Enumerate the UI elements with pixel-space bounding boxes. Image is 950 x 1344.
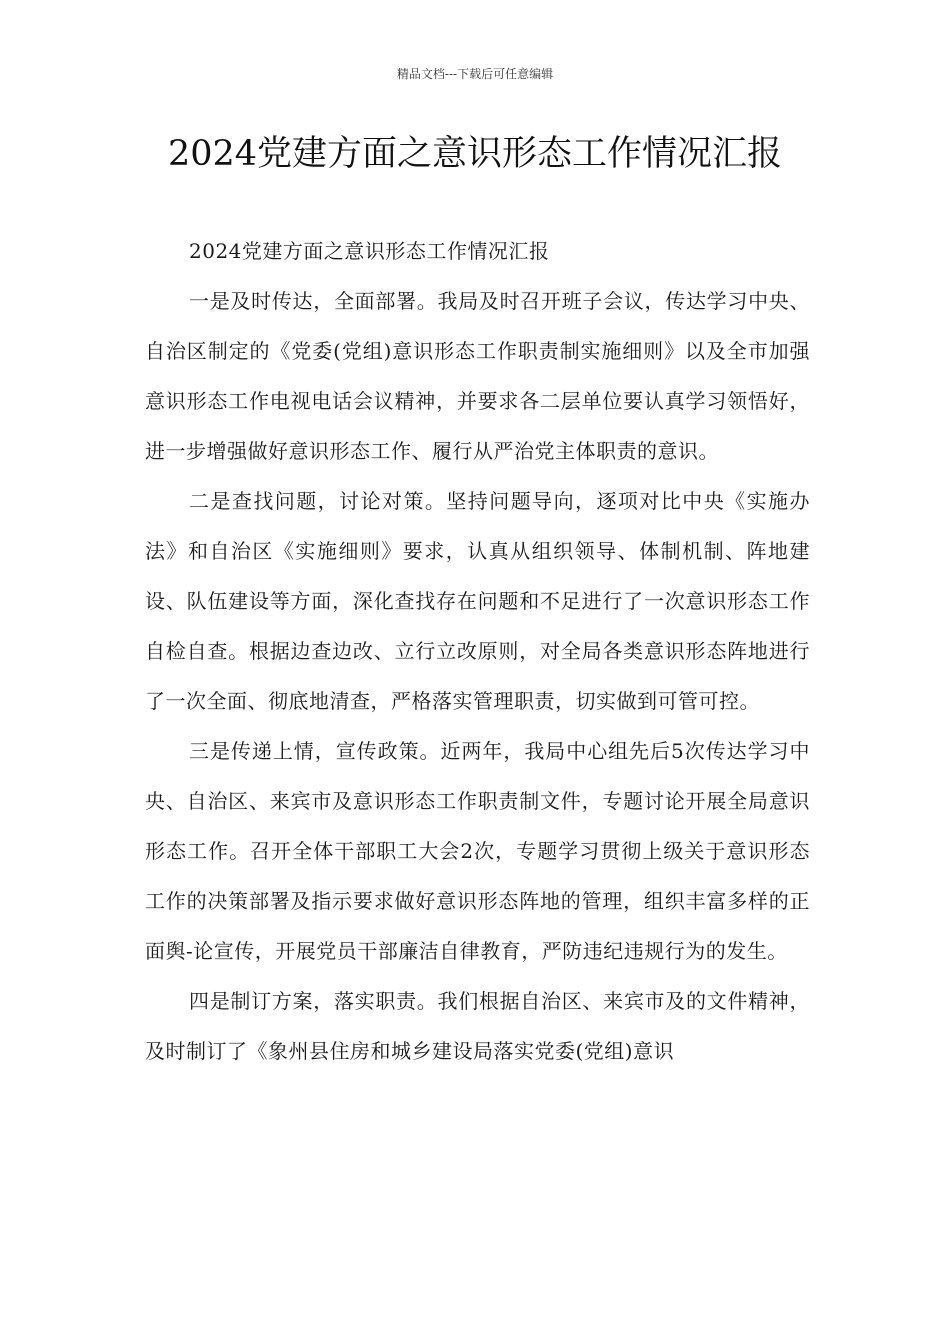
page-header: 精品文档---下载后可任意编辑: [396, 67, 554, 81]
document-title: 2024党建方面之意识形态工作情况汇报: [167, 134, 783, 174]
paragraph-2: 二是查找问题，讨论对策。坚持问题导向，逐项对比中央《实施办法》和自治区《实施细则》要求，认真从组织领导、体制机制、阵地建设、队伍建设等方面，深化查找存在问题和不足进行了一次意识形态工作自检自查。根据边查边改、立行立改原则，对全局各类意识形态阵地进行了一次全面、彻底地清查，严格落实管理职责，切实做到可管可控。: [145, 489, 810, 713]
subtitle-paragraph: 2024党建方面之意识形态工作情况汇报: [189, 239, 550, 263]
paragraph-4: 四是制订方案，落实职责。我们根据自治区、来宾市及的文件精神，及时制订了《象州县住房和城乡建设局落实党委(党组)意识: [145, 989, 810, 1063]
paragraph-1: 一是及时传达，全面部署。我局及时召开班子会议，传达学习中央、自治区制定的《党委(党组)意识形态工作职责制实施细则》以及全市加强意识形态工作电视电话会议精神，并要求各二层单位要认真学习领悟好，进一步增强做好意识形态工作、履行从严治党主体职责的意识。: [145, 289, 810, 463]
document-body: [145, 226, 810, 1076]
paragraph-3: 三是传递上情，宣传政策。近两年，我局中心组先后5次传达学习中央、自治区、来宾市及意识形态工作职责制文件，专题讨论开展全局意识形态工作。召开全体干部职工大会2次，专题学习贯彻上级关于意识形态工作的决策部署及指示要求做好意识形态阵地的管理，组织丰富多样的正面舆-论宣传，开展党员干部廉洁自律教育，严防违纪违规行为的发生。: [145, 739, 810, 963]
